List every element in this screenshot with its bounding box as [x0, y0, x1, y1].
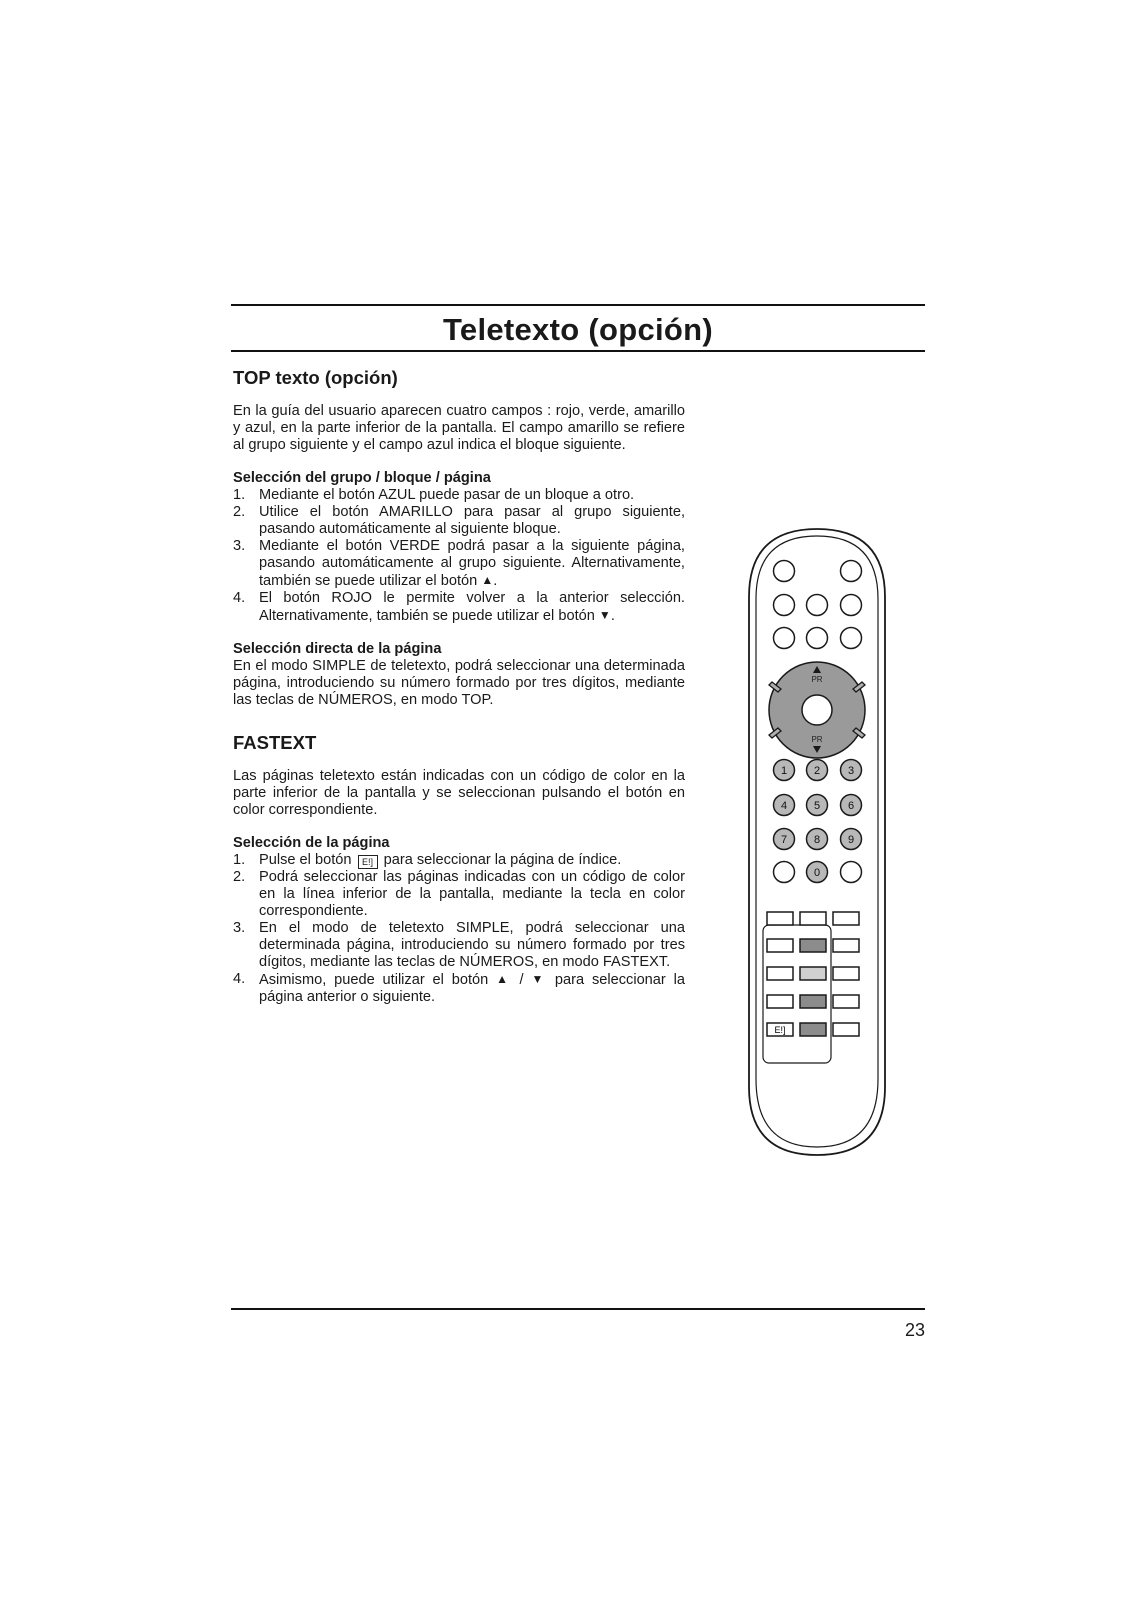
- group-selection-list: [233, 487, 685, 625]
- list-item: 3. En el modo de teletexto SIMPLE, podrá seleccionar una determinada página, introduciendo su número formado por tres dígitos, mediante las teclas de NÚMEROS, en modo FASTEXT.: [233, 920, 685, 970]
- digit-label: 7: [780, 834, 788, 846]
- down-triangle-icon: ▼: [598, 608, 611, 622]
- list-item: 2. Podrá seleccionar las páginas indicadas con un código de color en la línea inferior de la pantalla, mediante la tecla en color correspondiente.: [233, 869, 685, 919]
- digit-label: 4: [780, 800, 788, 812]
- top-text-intro: En la guía del usuario aparecen cuatro campos : rojo, verde, amarillo y azul, en la parte inferior de la pantalla. El campo amarillo se refiere al grupo siguiente y el campo azul indica el bloque siguiente.: [233, 403, 685, 453]
- function-button[interactable]: [841, 595, 862, 616]
- fastext-intro: Las páginas teletexto están indicadas con un código de color en la parte inferior de la pantalla y se seleccionan pulsando el botón en color correspondiente.: [233, 768, 685, 818]
- digit-label: 2: [813, 765, 821, 777]
- teletext-button[interactable]: [833, 939, 859, 952]
- fastext-heading: FASTEXT: [233, 732, 317, 753]
- list-item: 4. El botón ROJO le permite volver a la anterior selección. Alternativamente, también se puede utilizar el botón ▼.: [233, 590, 685, 624]
- list-item: 3. Mediante el botón VERDE podrá pasar a la siguiente página, pasando automáticamente al grupo siguiente. Alternativamente, también se puede utilizar el botón ▲.: [233, 538, 685, 589]
- page-selection-heading: Selección de la página: [233, 835, 390, 851]
- main-content: [233, 366, 685, 1006]
- title-bottom-rule: [231, 350, 925, 352]
- digit-label: 5: [813, 800, 821, 812]
- page-number: 23: [904, 1320, 925, 1340]
- power-button[interactable]: [774, 561, 795, 582]
- direct-selection-heading: Selección directa de la página: [233, 641, 442, 657]
- function-button[interactable]: [774, 862, 795, 883]
- remote-control-illustration: [747, 527, 887, 1159]
- pr-label-bottom: PR: [811, 735, 823, 744]
- list-item: 2. Utilice el botón AMARILLO para pasar al grupo siguiente, pasando automáticamente al siguiente bloque.: [233, 504, 685, 537]
- group-selection-heading: Selección del grupo / bloque / página: [233, 470, 491, 486]
- function-button[interactable]: [807, 628, 828, 649]
- teletext-button[interactable]: [833, 967, 859, 980]
- function-button[interactable]: [807, 595, 828, 616]
- list-item: 4. Asimismo, puede utilizar el botón ▲ / ▼ para seleccionar la página anterior o siguiente.: [233, 971, 685, 1005]
- teletext-button[interactable]: [767, 912, 793, 925]
- teletext-button[interactable]: [767, 967, 793, 980]
- down-triangle-icon: ▼: [531, 972, 548, 986]
- digit-label: 6: [847, 800, 855, 812]
- top-text-heading: TOP texto (opción): [233, 367, 398, 388]
- up-triangle-icon: ▲: [481, 573, 494, 587]
- digit-label: 8: [813, 834, 821, 846]
- teletext-button[interactable]: [800, 967, 826, 980]
- mute-button[interactable]: [841, 561, 862, 582]
- ok-button[interactable]: [802, 695, 832, 725]
- teletext-button[interactable]: [767, 939, 793, 952]
- teletext-button[interactable]: [767, 995, 793, 1008]
- index-button-label: E!]: [774, 1025, 786, 1035]
- page-selection-list: [233, 852, 685, 1006]
- up-triangle-icon: ▲: [496, 972, 512, 986]
- function-button[interactable]: [841, 628, 862, 649]
- pr-label-top: PR: [811, 675, 823, 684]
- teletext-button[interactable]: [833, 995, 859, 1008]
- direct-selection-text: En el modo SIMPLE de teletexto, podrá seleccionar una determinada página, introduciendo su número formado por tres dígitos, mediante las teclas de NÚMEROS, en modo TOP.: [233, 658, 685, 708]
- function-button[interactable]: [774, 628, 795, 649]
- footer-rule: [231, 1308, 925, 1310]
- teletext-button[interactable]: [833, 1023, 859, 1036]
- digit-label: 1: [780, 765, 788, 777]
- digit-label: 9: [847, 834, 855, 846]
- teletext-button[interactable]: [800, 939, 826, 952]
- digit-label: 0: [813, 867, 821, 879]
- teletext-button[interactable]: [800, 995, 826, 1008]
- function-button[interactable]: [774, 595, 795, 616]
- teletext-button[interactable]: [833, 912, 859, 925]
- function-button[interactable]: [841, 862, 862, 883]
- index-button-icon: E!]: [358, 855, 378, 869]
- list-item: 1. Mediante el botón AZUL puede pasar de un bloque a otro.: [233, 487, 635, 503]
- digit-label: 3: [847, 765, 855, 777]
- list-item: 1. Pulse el botón E!] para seleccionar la página de índice.: [233, 852, 622, 868]
- teletext-button[interactable]: [800, 912, 826, 925]
- teletext-button[interactable]: [800, 1023, 826, 1036]
- page-title: Teletexto (opción): [442, 312, 714, 347]
- title-top-rule: [231, 304, 925, 306]
